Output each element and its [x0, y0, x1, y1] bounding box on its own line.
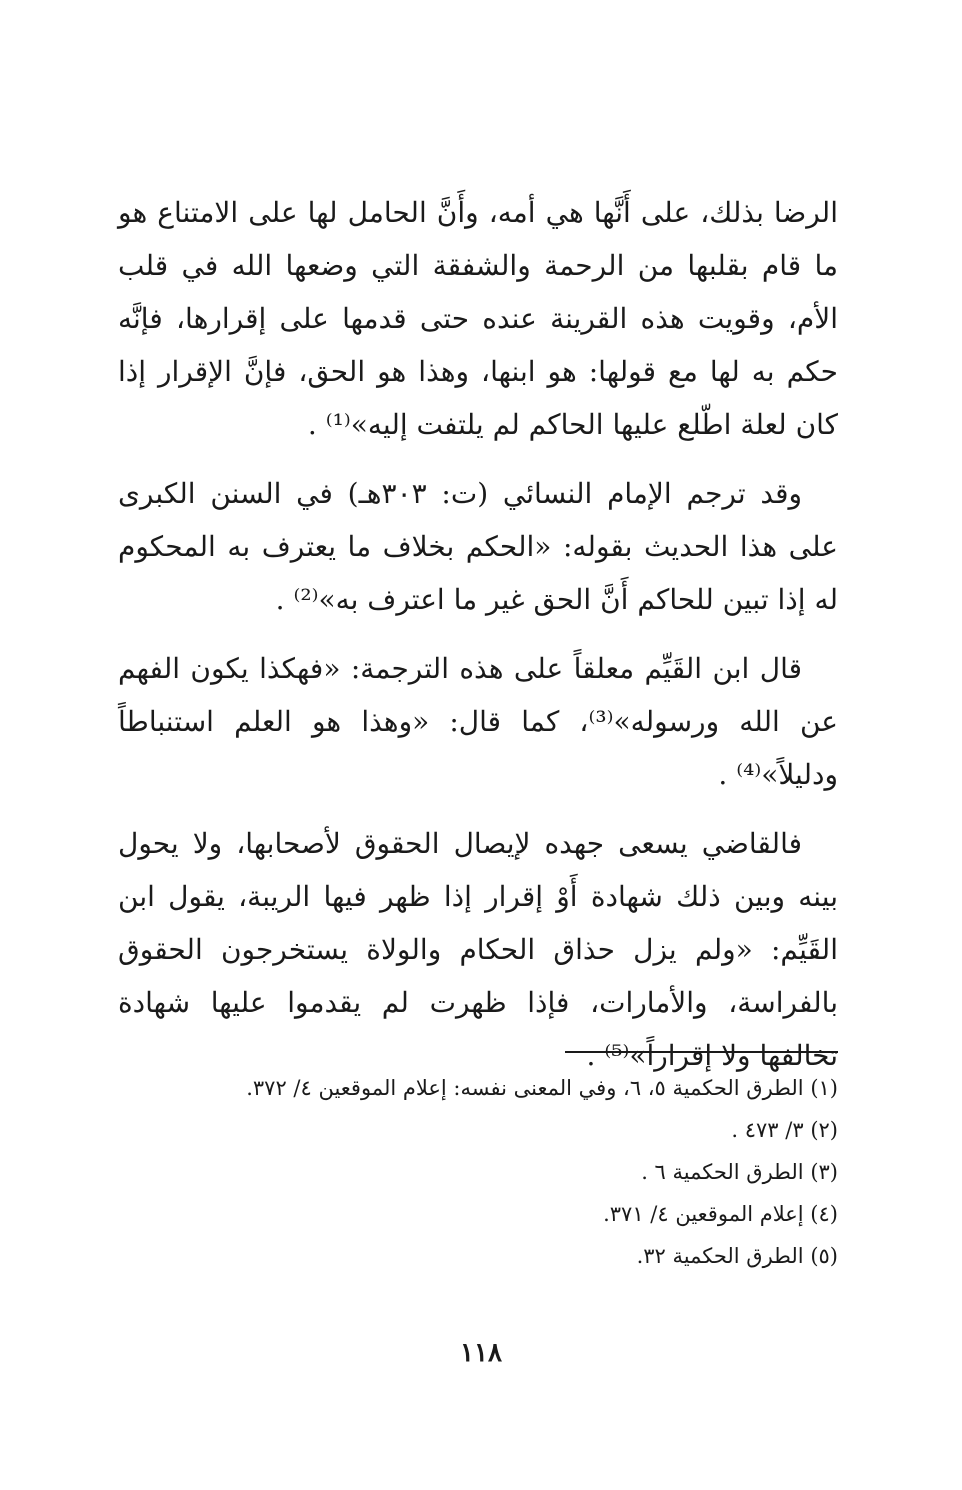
paragraph-4: فالقاضي يسعى جهده لإيصال الحقوق لأصحابها، ولا يحول بينه وبين ذلك شهادة أَوْ إقرار إذا ظهر فيها الريبة، يقول ابن القَيِّم: «ولم يزل حذاق الحكام والولاة يستخرجون الحقوق بالفراسة، والأمارات، فإذا ظهرت لم يقدموا عليها شهادة تخالفها ولا إقراراً»⁽⁵⁾ . — [118, 827, 838, 1072]
footnote-divider — [565, 1051, 838, 1053]
footnote-5: (٥) الطرق الحكمية ٣٢. — [636, 1244, 838, 1268]
paragraph-2: وقد ترجم الإمام النسائي (ت: ٣٠٣هـ) في السنن الكبرى على هذا الحديث بقوله: «الحكم بخلاف ما يعترف به المحكوم له إذا تبين للحاكم أَنَّ الحق غير ما اعترف به»⁽²⁾ . — [118, 477, 838, 616]
footnote-1: (١) الطرق الحكمية ٥، ٦، وفي المعنى نفسه: إعلام الموقعين ٤/ ٣٧٢. — [246, 1076, 838, 1100]
footnote-2: (٢) ٣/ ٤٧٣ . — [731, 1118, 838, 1142]
footnote-3: (٣) الطرق الحكمية ٦ . — [641, 1160, 838, 1184]
page-number: ١١٨ — [460, 1338, 502, 1368]
paragraph-3: قال ابن القَيِّم معلقاً على هذه الترجمة: «فهكذا يكون الفهم عن الله ورسوله»⁽³⁾، كما قال: «وهذا هو العلم استنباطاً ودليلاً»⁽⁴⁾ . — [118, 652, 839, 791]
main-text — [118, 186, 838, 1082]
footnotes — [118, 1067, 838, 1277]
paragraph-1: الرضا بذلك، على أَنَّها هي أمه، وأَنَّ الحامل لها على الامتناع هو ما قام بقلبها من الرحمة والشفقة التي وضعها الله في قلب الأم، وقويت هذه القرينة عنده حتى قدمها على إقرارها، فإنَّه حكم به لها مع قولها: هو ابنها، وهذا هو الحق، فإنَّ الإقرار إذا كان لعلة اطّلع عليها الحاكم لم يلتفت إليه»⁽¹⁾ . — [118, 196, 838, 441]
footnote-4: (٤) إعلام الموقعين ٤/ ٣٧١. — [603, 1202, 838, 1226]
